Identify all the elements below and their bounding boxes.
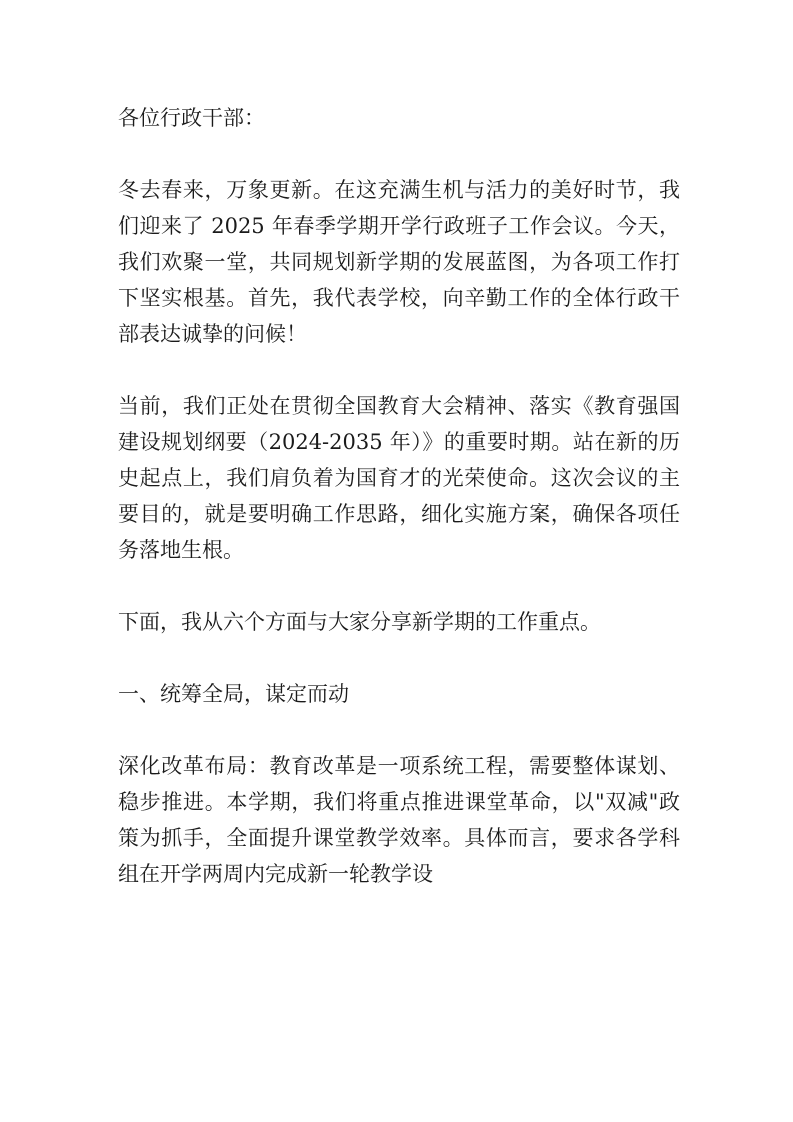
document-body [118,100,680,928]
paragraph-opening: 冬去春来，万象更新。在这充满生机与活力的美好时节，我们迎来了 2025 年春季学期开学行政班子工作会议。今天，我们欢聚一堂，共同规划新学期的发展蓝图，为各项工作打下坚实根基。首先，我代表学校，向辛勤工作的全体行政干部表达诚挚的问候！ [118,178,680,346]
paragraph-intro: 下面，我从六个方面与大家分享新学期的工作重点。 [118,610,601,634]
section-paragraph: 深化改革布局：教育改革是一项系统工程，需要整体谋划、稳步推进。本学期，我们将重点推进课堂革命，以"双减"政策为抓手，全面提升课堂教学效率。具体而言，要求各学科组在开学两周内完成新一轮教学设 [118,754,680,886]
section-heading: 一、统筹全局，谋定而动 [118,682,349,706]
paragraph-context: 当前，我们正处在贯彻全国教育大会精神、落实《教育强国建设规划纲要（2024-2035 年）》的重要时期。站在新的历史起点上，我们肩负着为国育才的光荣使命。这次会议的主要目的，就是要明确工作思路，细化实施方案，确保各项任务落地生根。 [118,394,680,562]
salutation: 各位行政干部： [118,106,265,130]
